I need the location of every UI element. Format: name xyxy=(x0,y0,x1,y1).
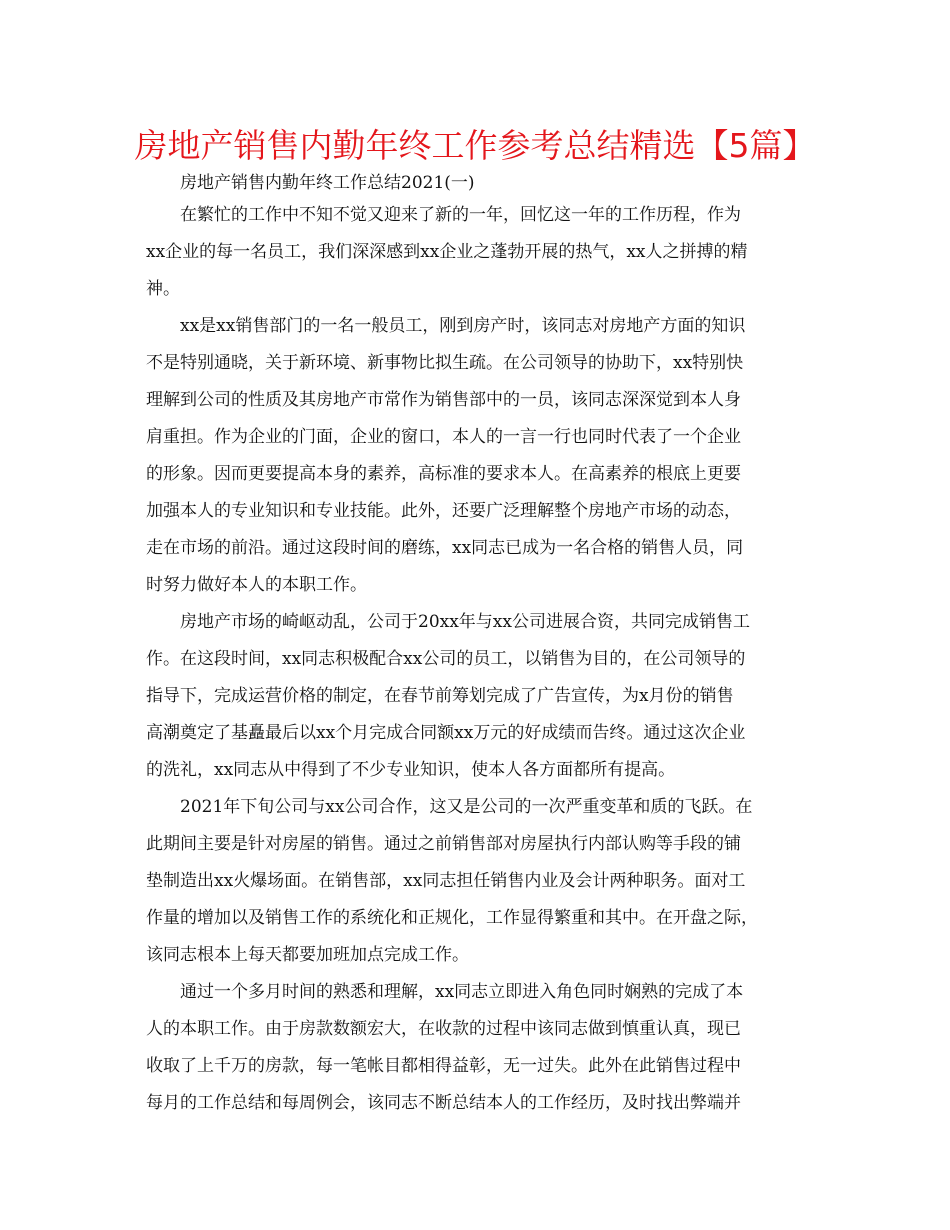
body-line: xx是xx销售部门的一名一般员工，刚到房产时，该同志对房地产方面的知识 xyxy=(180,316,746,336)
body-line: 通过一个多月时间的熟悉和理解，xx同志立即进入角色同时娴熟的完成了本 xyxy=(180,982,744,1002)
body-line: xx企业的每一名员工，我们深深感到xx企业之蓬勃开展的热气，xx人之拼搏的精 xyxy=(146,242,748,262)
body-line: 指导下，完成运营价格的制定，在春节前筹划完成了广告宣传，为x月份的销售 xyxy=(146,686,734,706)
body-line: 2021年下旬公司与xx公司合作，这又是公司的一次严重变革和质的飞跃。在 xyxy=(180,797,753,817)
document-subtitle: 房地产销售内勤年终工作总结2021(一) xyxy=(180,173,475,193)
body-line: 作。在这段时间，xx同志积极配合xx公司的员工，以销售为目的，在公司领导的 xyxy=(146,649,746,669)
body-line: 高潮奠定了基矗最后以xx个月完成合同额xx万元的好成绩而告终。通过这次企业 xyxy=(146,723,746,743)
body-line: 时努力做好本人的本职工作。 xyxy=(146,575,367,595)
body-line: 垫制造出xx火爆场面。在销售部，xx同志担任销售内业及会计两种职务。面对工 xyxy=(146,871,746,891)
body-line: 每月的工作总结和每周例会，该同志不断总结本人的工作经历，及时找出弊端并 xyxy=(146,1093,741,1113)
body-line: 此期间主要是针对房屋的销售。通过之前销售部对房屋执行内部认购等手段的铺 xyxy=(146,834,741,854)
document-title: 房地产销售内勤年终工作参考总结精选【5篇】 xyxy=(134,126,816,165)
body-line: 理解到公司的性质及其房地产市常作为销售部中的一员，该同志深深觉到本人身 xyxy=(146,390,741,410)
body-line: 不是特别通晓，关于新环境、新事物比拟生疏。在公司领导的协助下，xx特别快 xyxy=(146,353,744,373)
body-line: 人的本职工作。由于房款数额宏大，在收款的过程中该同志做到慎重认真，现已 xyxy=(146,1019,741,1039)
body-line: 的洗礼，xx同志从中得到了不少专业知识，使本人各方面都所有提高。 xyxy=(146,760,676,780)
body-line: 走在市场的前沿。通过这段时间的磨练，xx同志已成为一名合格的销售人员，同 xyxy=(146,538,744,558)
body-line: 作量的增加以及销售工作的系统化和正规化，工作显得繁重和其中。在开盘之际， xyxy=(146,908,758,928)
body-line: 在繁忙的工作中不知不觉又迎来了新的一年，回忆这一年的工作历程，作为 xyxy=(180,205,741,225)
body-line: 房地产市场的崎岖动乱，公司于20xx年与xx公司进展合资，共同完成销售工 xyxy=(180,612,750,632)
body-line: 神。 xyxy=(146,279,180,299)
body-line: 肩重担。作为企业的门面，企业的窗口，本人的一言一行也同时代表了一个企业 xyxy=(146,427,741,447)
body-line: 加强本人的专业知识和专业技能。此外，还要广泛理解整个房地产市场的动态， xyxy=(146,501,741,521)
body-line: 该同志根本上每天都要加班加点完成工作。 xyxy=(146,945,469,965)
body-line: 收取了上千万的房款，每一笔帐目都相得益彰，无一过失。此外在此销售过程中 xyxy=(146,1056,741,1076)
body-line: 的形象。因而更要提高本身的素养，高标准的要求本人。在高素养的根底上更要 xyxy=(146,464,741,484)
